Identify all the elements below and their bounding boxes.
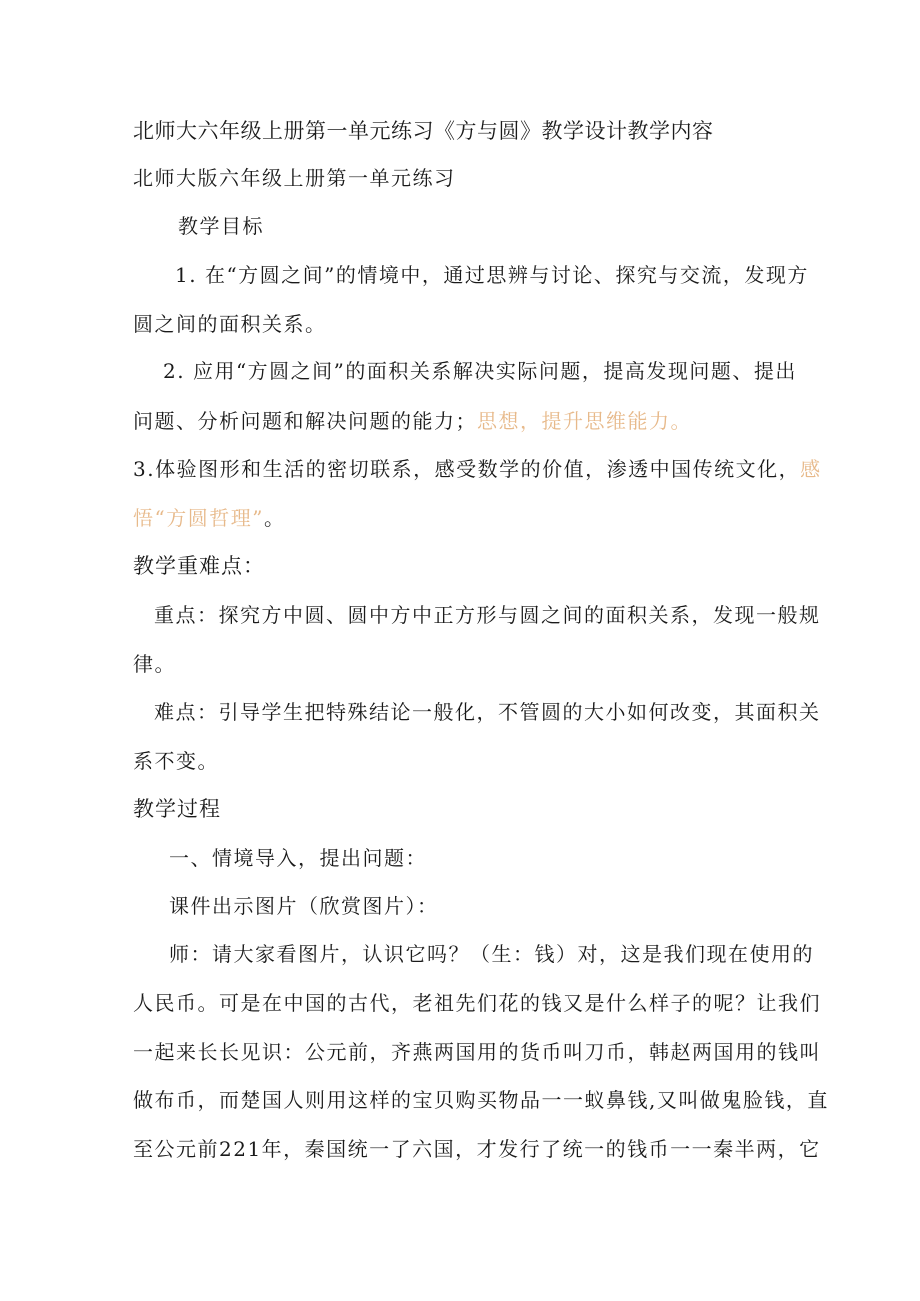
teacher-paragraph-line-1: 师：请大家看图片，认识它吗？（生：钱）对，这是我们现在使用的 <box>169 942 814 966</box>
teacher-paragraph-line-3: 一起来长长见识：公元前，齐燕两国用的货币叫刀币，韩赵两国用的钱叫 <box>133 1040 821 1064</box>
document-title: 北师大六年级上册第一单元练习《方与圆》教学设计教学内容 <box>133 119 714 143</box>
objectives-heading: 教学目标 <box>178 214 264 238</box>
objective-2-line-2-highlight: 思想，提升思维能力。 <box>477 409 692 433</box>
objective-1-line-1: 1. 在“方圆之间”的情境中，通过思辨与讨论、探究与交流，发现方 <box>175 263 809 287</box>
objective-2-line-2-plain: 问题、分析问题和解决问题的能力； <box>133 409 477 433</box>
objective-1-line-2: 圆之间的面积关系。 <box>133 312 327 336</box>
key-points-heading: 教学重难点： <box>133 554 265 578</box>
section-1-heading: 一、情境导入，提出问题： <box>169 846 427 870</box>
objective-2-line-2 <box>133 408 692 434</box>
objective-3-line-1-highlight: 感 <box>800 457 822 481</box>
key-point-line-2: 律。 <box>133 652 176 676</box>
teacher-paragraph-line-2: 人民币。可是在中国的古代，老祖先们花的钱又是什么样子的呢？让我们 <box>133 991 821 1015</box>
objective-3-line-2-plain: 。 <box>263 506 286 530</box>
objective-3-line-1 <box>133 456 822 482</box>
document-subtitle: 北师大版六年级上册第一单元练习 <box>133 166 456 190</box>
difficult-point-line-2: 系不变。 <box>133 749 219 773</box>
key-point-line-1: 重点：探究方中圆、圆中方中正方形与圆之间的面积关系，发现一般规 <box>154 603 821 627</box>
objective-3-line-1-plain: 3.体验图形和生活的密切联系，感受数学的价值，渗透中国传统文化， <box>133 457 801 481</box>
teacher-paragraph-line-5: 至公元前221年，秦国统一了六国，才发行了统一的钱币一一秦半两，它 <box>133 1137 821 1161</box>
objective-3-line-2-highlight: 悟“方圆哲理” <box>133 506 264 530</box>
difficult-point-line-1: 难点：引导学生把特殊结论一般化，不管圆的大小如何改变，其面积关 <box>154 700 821 724</box>
process-heading: 教学过程 <box>133 797 221 821</box>
courseware-line: 课件出示图片（欣赏图片）： <box>169 894 439 918</box>
teacher-paragraph-line-4: 做布币，而楚国人则用这样的宝贝购买物品一一蚁鼻钱,又叫做鬼脸钱，直 <box>133 1088 829 1112</box>
objective-2-line-1: 2. 应用“方圆之间”的面积关系解决实际问题，提高发现问题、提出 <box>163 359 797 383</box>
objective-3-line-2 <box>133 505 285 531</box>
